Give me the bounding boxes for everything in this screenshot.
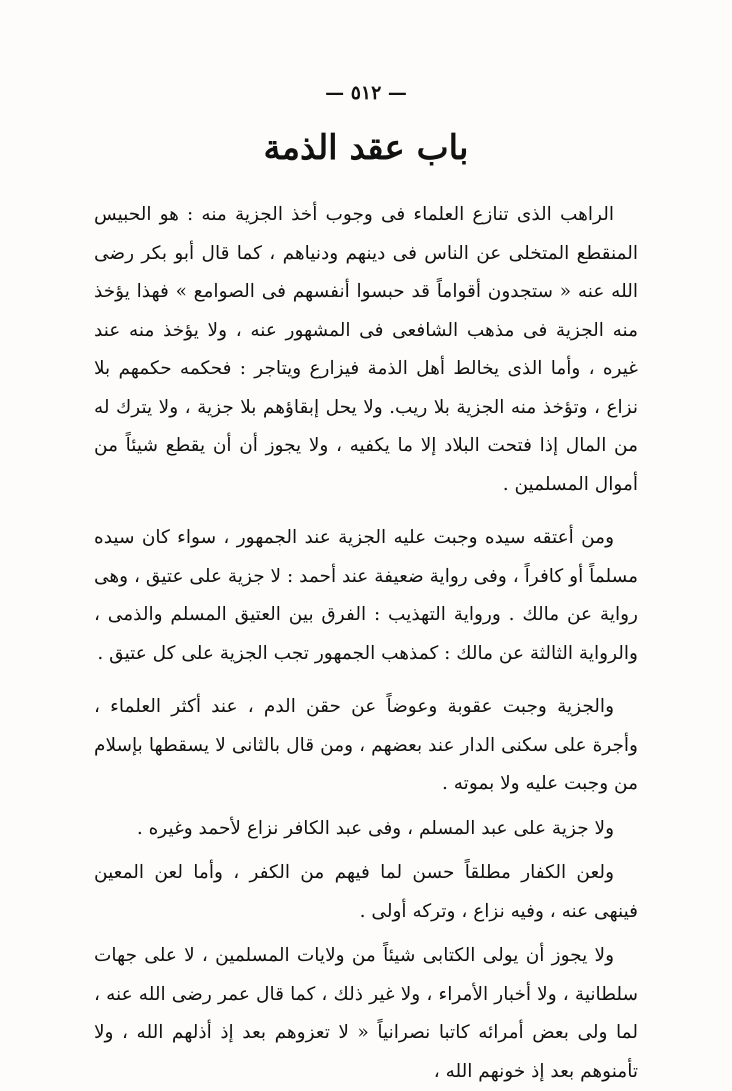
paragraph-monk-jizya: الراهب الذى تنازع العلماء فى وجوب أخذ الجزية منه : هو الحبيس المنقطع المتخلى عن الناس فى دينهم ودنياهم ، كما قال أبو بكر رضى الله عنه « ستجدون أقواماً قد حبسوا أنفسهم فى الصوامع » فهذا يؤخذ منه الجزية فى مذهب الشافعى فى المشهور عنه ، ولا يؤخذ منه عند غيره ، وأما الذى يخالط أهل الذمة فيزارع ويتاجر : فحكمه حكمهم بلا نزاع ، وتؤخذ منه الجزية بلا ريب. ولا يحل إبقاؤهم بلا جزية ، ولا يترك له من المال إذا فتحت البلاد إلا ما يكفيه ، ولا يجوز أن أن يقطع شيئاً من أموال المسلمين . xyxy=(94,204,638,495)
paragraph-appointment: ولا يجوز أن يولى الكتابى شيئاً من ولايات المسلمين ، لا على جهات سلطانية ، ولا أخبار الأمراء ، ولا غير ذلك ، كما قال عمر رضى الله عنه ، لما ولى بعض أمرائه كاتبا نصرانياً « لا تعزوهم بعد إذ أذلهم الله ، ولا تأمنوهم بعد إذ خونهم الله ، xyxy=(94,945,638,1082)
body-text xyxy=(94,196,638,1091)
chapter-title: باب عقد الذمة xyxy=(263,128,469,168)
page-number: — ٥١٢ — xyxy=(325,82,407,104)
paragraph-cursing: ولعن الكفار مطلقاً حسن لما فيهم من الكفر ، وأما لعن المعين فينهى عنه ، وفيه نزاع ، وتركه أولى . xyxy=(94,862,638,922)
paragraph-jizya-nature: والجزية وجبت عقوبة وعوضاً عن حقن الدم ، عند أكثر العلماء ، وأجرة على سكنى الدار عند بعضهم ، ومن قال بالثانى لا يسقطها بإسلام من وجبت عليه ولا بموته . xyxy=(94,696,638,794)
paragraph-freed-slave: ومن أعتقه سيده وجبت عليه الجزية عند الجمهور ، سواء كان سيده مسلماً أو كافراً ، وفى رواية ضعيفة عند أحمد : لا جزية على عتيق ، وهى رواية عن مالك . ورواية التهذيب : الفرق بين العتيق المسلم والذمى ، والرواية الثالثة عن مالك : كمذهب الجمهور تجب الجزية على كل عتيق . xyxy=(94,527,638,664)
paragraph-slave-jizya: ولا جزية على عبد المسلم ، وفى عبد الكافر نزاع لأحمد وغيره . xyxy=(136,817,614,839)
